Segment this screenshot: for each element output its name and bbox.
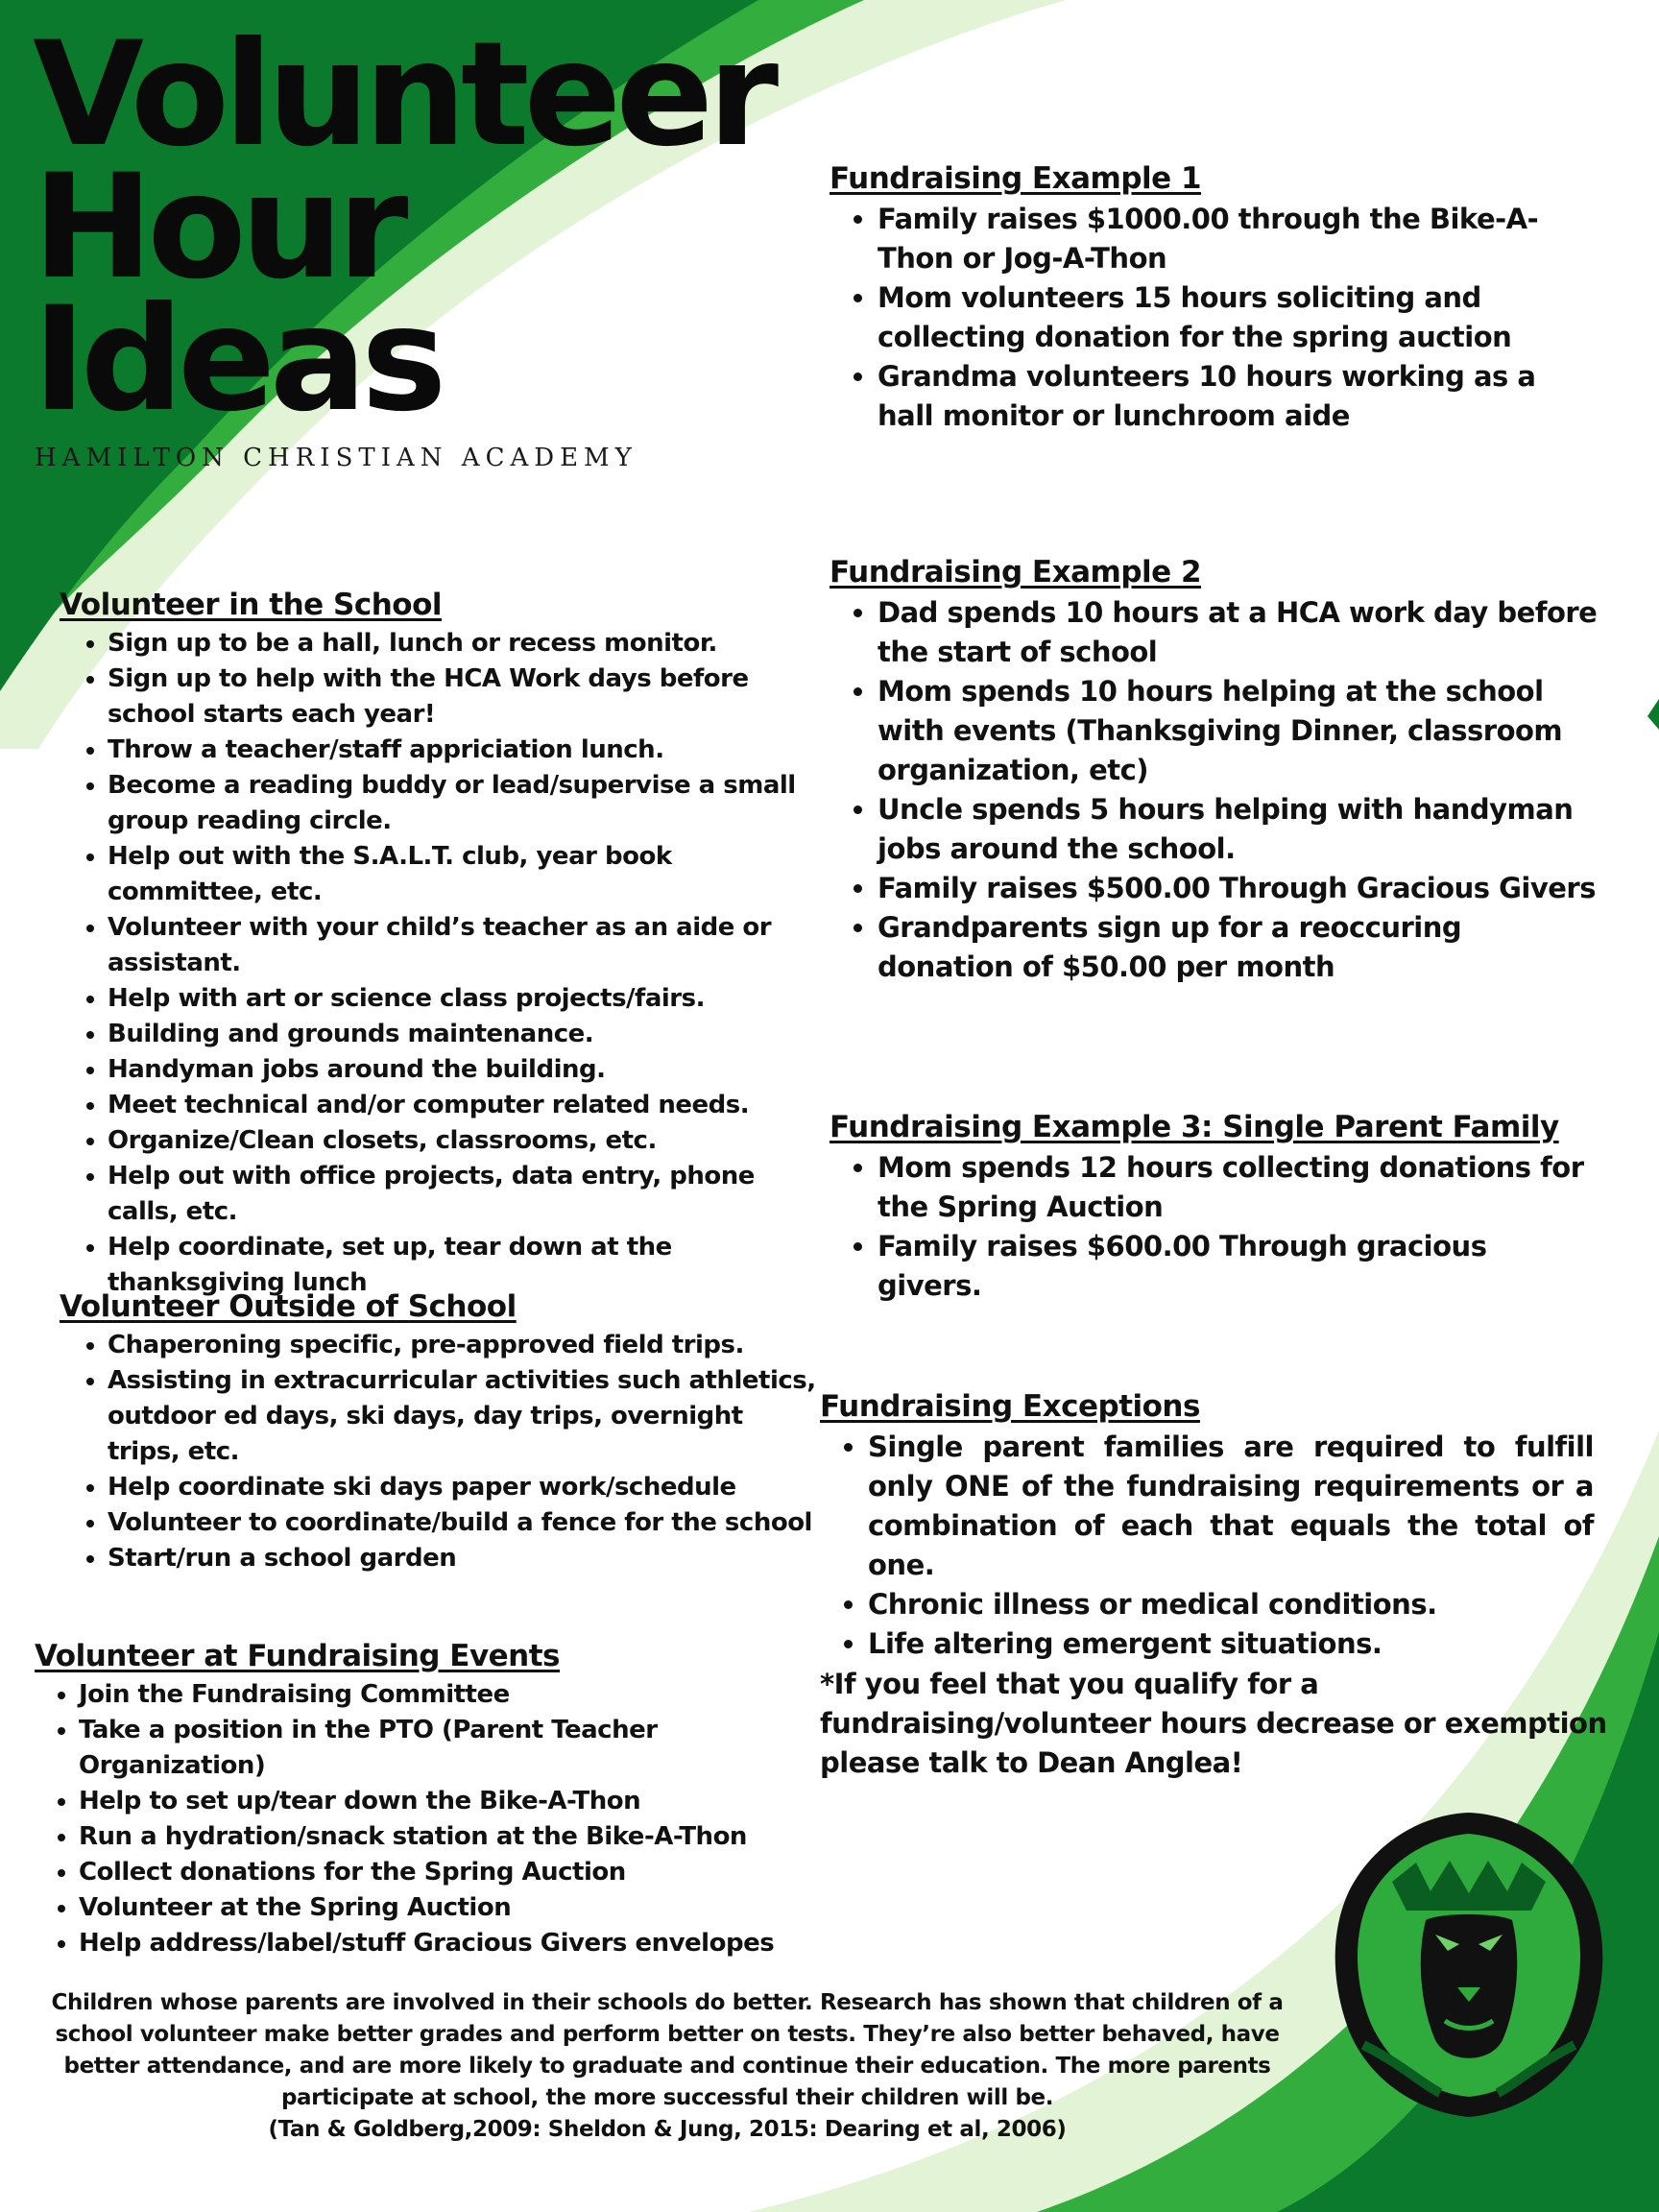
list-item: • Grandma volunteers 10 hours working as a hall monitor or lunchroom aide: [878, 357, 1598, 436]
title-line-3: Ideas: [33, 276, 442, 444]
list-item: • Mom volunteers 15 hours soliciting and collecting donation for the spring auction: [878, 278, 1598, 357]
bullet-list: [830, 593, 1598, 987]
list-item: • Start/run a school garden: [108, 1541, 818, 1576]
section-fundraising-example-3: [830, 1110, 1598, 1306]
list-item: • Dad spends 10 hours at a HCA work day before the start of school: [878, 593, 1598, 672]
list-item: • Family raises $500.00 Through Gracious Givers: [878, 869, 1598, 908]
title-line-2: Hour: [33, 144, 403, 311]
section-volunteer-outside-school: [60, 1289, 818, 1576]
list-item: • Sign up to be a hall, lunch or recess monitor.: [108, 626, 818, 661]
title-line-1: Volunteer: [33, 12, 774, 179]
section-fundraising-example-2: [830, 555, 1598, 987]
list-item: • Grandparents sign up for a reoccuring donation of $50.00 per month: [878, 908, 1598, 987]
bullet-list: [60, 1328, 818, 1576]
list-item: • Run a hydration/snack station at the Bike-A-Thon: [79, 1819, 803, 1855]
list-item: • Help out with the S.A.L.T. club, year book committee, etc.: [108, 839, 818, 910]
section-heading: Volunteer Outside of School: [60, 1289, 517, 1324]
footer-paragraph: Children whose parents are involved in their schools do better. Research has shown that children of a school volunteer make better grades and perform better on tests. They’re also better behaved, have better attendance, and are more likely to graduate and continue their education. The more parents participate at school, the more successful their children will be.: [51, 1990, 1284, 2110]
list-item: • Handyman jobs around the building.: [108, 1052, 818, 1088]
section-heading: Volunteer at Fundraising Events: [35, 1639, 561, 1673]
list-item: • Help with art or science class projects/fairs.: [108, 981, 818, 1017]
section-heading: Fundraising Example 2: [830, 555, 1202, 589]
footer-citation: (Tan & Goldberg,2009: Sheldon & Jung, 2015: Dearing et al, 2006): [268, 2117, 1067, 2142]
right-edge-accent: [1647, 699, 1659, 730]
section-fundraising-exceptions: [820, 1389, 1594, 1664]
list-item: • Help coordinate, set up, tear down at the thanksgiving lunch: [108, 1230, 818, 1301]
bullet-list: [830, 200, 1598, 436]
list-item: • Mom spends 12 hours collecting donations for the Spring Auction: [878, 1148, 1598, 1227]
footer-research-note: [48, 1987, 1286, 2146]
section-heading: Fundraising Example 3: Single Parent Family: [830, 1110, 1559, 1144]
bullet-list: [830, 1148, 1598, 1306]
bullet-list: [35, 1677, 803, 1961]
list-item: • Uncle spends 5 hours helping with handyman jobs around the school.: [878, 790, 1598, 869]
lion-head-icon: [1325, 1805, 1613, 2122]
page-title: [33, 12, 774, 444]
bullet-list: [820, 1428, 1594, 1664]
list-item: • Life altering emergent situations.: [868, 1624, 1594, 1664]
list-item: • Organize/Clean closets, classrooms, etc.: [108, 1123, 818, 1159]
list-item: • Sign up to help with the HCA Work days before school starts each year!: [108, 661, 818, 733]
section-fundraising-example-1: [830, 161, 1598, 436]
list-item: • Family raises $600.00 Through gracious givers.: [878, 1227, 1598, 1306]
list-item: • Join the Fundraising Committee: [79, 1677, 803, 1713]
list-item: • Help out with office projects, data entry, phone calls, etc.: [108, 1159, 818, 1230]
list-item: • Help coordinate ski days paper work/schedule: [108, 1470, 818, 1505]
list-item: • Chaperoning specific, pre-approved field trips.: [108, 1328, 818, 1363]
section-volunteer-in-school: [60, 588, 818, 1301]
list-item: • Chronic illness or medical conditions.: [868, 1585, 1594, 1624]
list-item: • Collect donations for the Spring Auction: [79, 1855, 803, 1890]
list-item: • Volunteer to coordinate/build a fence for the school: [108, 1505, 818, 1541]
list-item: • Meet technical and/or computer related needs.: [108, 1088, 818, 1123]
list-item: • Take a position in the PTO (Parent Teacher Organization): [79, 1713, 803, 1784]
list-item: • Volunteer at the Spring Auction: [79, 1890, 803, 1926]
exemption-note: *If you feel that you qualify for a fundraising/volunteer hours decrease or exemption please talk to Dean Anglea!: [820, 1668, 1607, 1779]
list-item: • Mom spends 10 hours helping at the school with events (Thanksgiving Dinner, classroom organization, etc): [878, 672, 1598, 790]
section-heading: Fundraising Example 1: [830, 161, 1202, 196]
school-name: HAMILTON CHRISTIAN ACADEMY: [35, 444, 637, 472]
list-item: • Help to set up/tear down the Bike-A-Thon: [79, 1784, 803, 1819]
section-volunteer-fundraising-events: [35, 1639, 803, 1961]
list-item: • Help address/label/stuff Gracious Givers envelopes: [79, 1926, 803, 1961]
list-item: • Volunteer with your child’s teacher as an aide or assistant.: [108, 910, 818, 981]
list-item: • Throw a teacher/staff appriciation lunch.: [108, 733, 818, 768]
list-item: • Family raises $1000.00 through the Bike-A-Thon or Jog-A-Thon: [878, 200, 1598, 278]
list-item: • Assisting in extracurricular activities such athletics, outdoor ed days, ski days, day trips, overnight trips, etc.: [108, 1363, 818, 1470]
list-item: • Building and grounds maintenance.: [108, 1017, 818, 1052]
bullet-list: [60, 626, 818, 1301]
list-item: • Become a reading buddy or lead/supervise a small group reading circle.: [108, 768, 818, 839]
section-heading: Volunteer in the School: [60, 588, 442, 622]
list-item: • Single parent families are required to fulfill only ONE of the fundraising requirements or a combination of each that equals the total of one.: [868, 1428, 1594, 1585]
section-heading: Fundraising Exceptions: [820, 1389, 1200, 1424]
